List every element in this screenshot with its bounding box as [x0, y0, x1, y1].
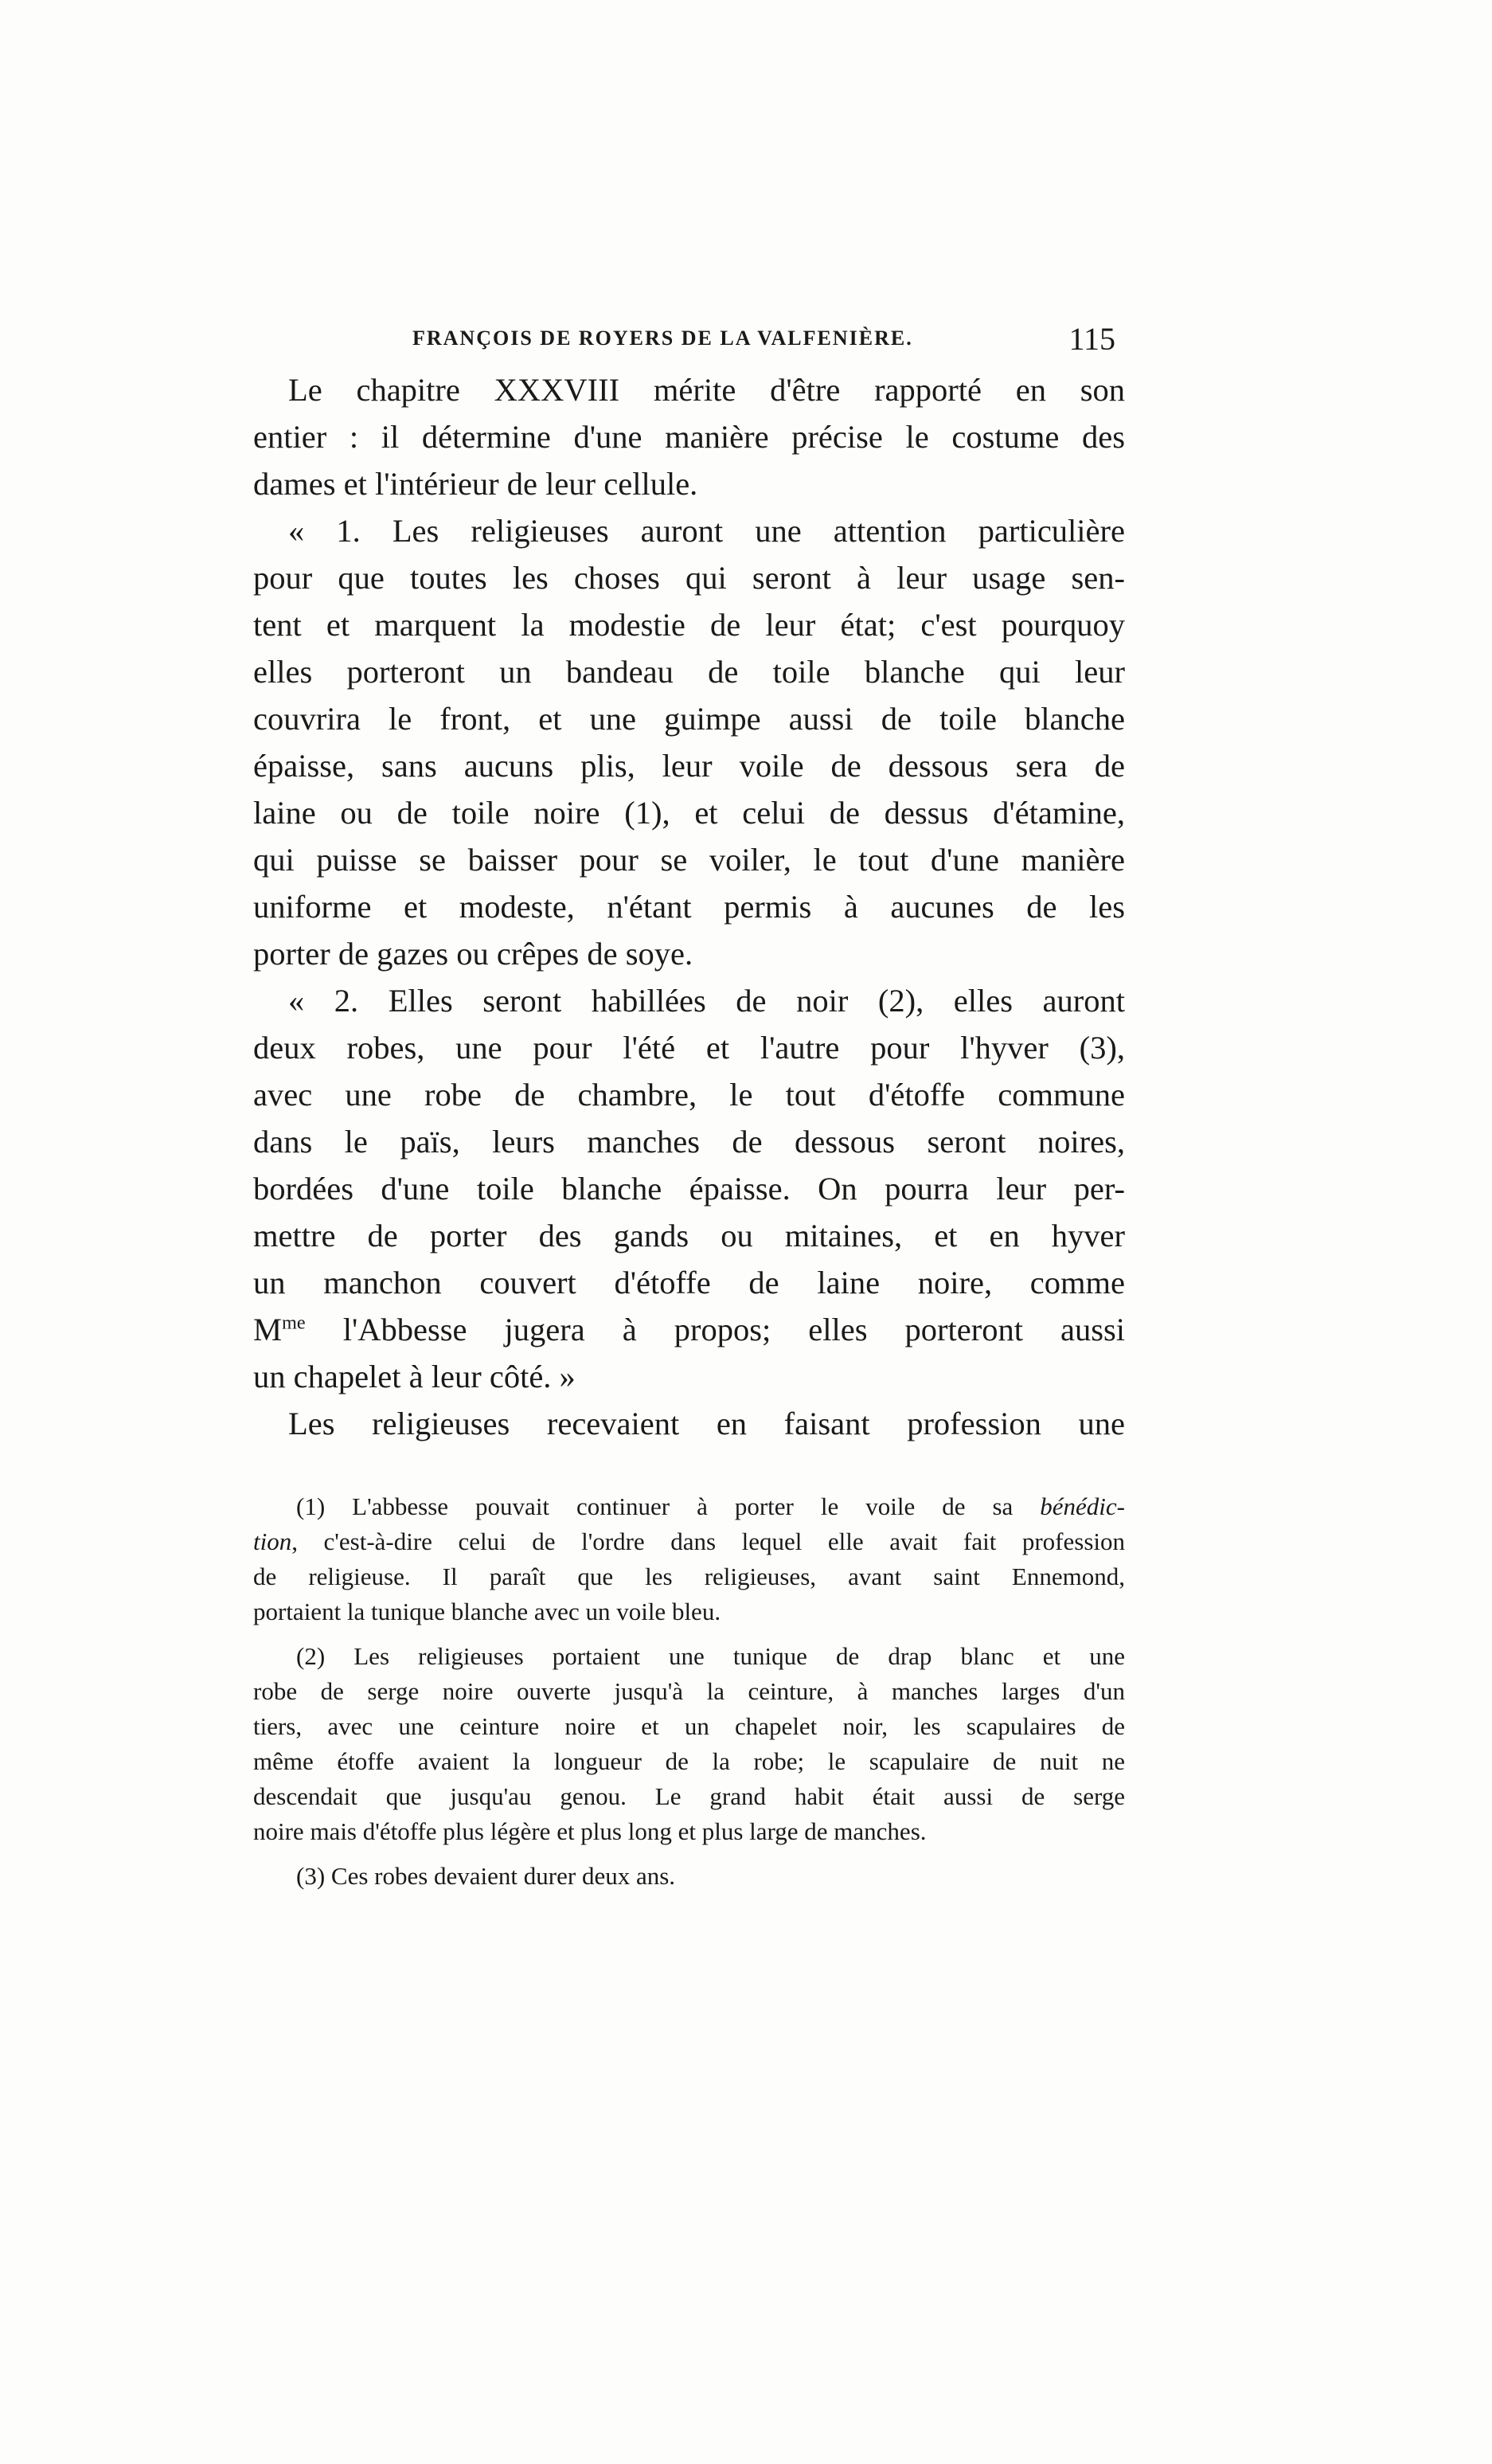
body-line: laine ou de toile noire (1), et celui de dessus d'étamine,: [253, 795, 1125, 831]
body-line: pour que toutes les choses qui seront à leur usage sen-: [253, 560, 1125, 596]
body-line-text: l'Abbesse jugera à propos; elles porteront aussi: [342, 1312, 1126, 1347]
abbreviation: M: [253, 1312, 283, 1347]
footnote-3: [253, 1859, 1125, 1894]
superscript: me: [282, 1312, 306, 1334]
footnote-italic: bénédic-: [1040, 1492, 1125, 1520]
body-line: un manchon couvert d'étoffe de laine noire, comme: [253, 1265, 1125, 1300]
footnote-text: , c'est-à-dire celui de l'ordre dans lequel elle avait fait profession: [291, 1527, 1125, 1555]
running-head: [253, 320, 1125, 368]
page-number: 115: [1068, 321, 1115, 357]
footnote-italic: tion: [253, 1527, 292, 1555]
footnote-line: même étoffe avaient la longueur de la robe; le scapulaire de nuit ne: [253, 1747, 1125, 1775]
footnote-line: tiers, avec une ceinture noire et un chapelet noir, les scapulaires de: [253, 1712, 1125, 1740]
body-line: Le chapitre XXXVIII mérite d'être rapporté en son: [288, 372, 1125, 408]
body-line: bordées d'une toile blanche épaisse. On pourra leur per-: [253, 1171, 1125, 1207]
footnote-line: [253, 1524, 1125, 1559]
body-text: [253, 366, 1125, 1447]
body-line: uniforme et modeste, n'étant permis à aucunes de les: [253, 889, 1125, 925]
body-line: « 2. Elles seront habillées de noir (2), elles auront: [288, 983, 1125, 1019]
body-line: « 1. Les religieuses auront une attention particulière: [288, 513, 1125, 549]
body-line: couvrira le front, et une guimpe aussi de toile blanche: [253, 701, 1125, 737]
footnote-line: noire mais d'étoffe plus légère et plus long et plus large de manches.: [253, 1817, 927, 1845]
body-line: elles porteront un bandeau de toile blanche qui leur: [253, 654, 1125, 690]
footnote-line: de religieuse. Il paraît que les religieuses, avant saint Ennemond,: [253, 1562, 1125, 1590]
running-title: FRANÇOIS DE ROYERS DE LA VALFENIÈRE.: [412, 327, 913, 350]
body-line: Les religieuses recevaient en faisant profession une: [288, 1406, 1125, 1441]
body-line: mettre de porter des gands ou mitaines, et en hyver: [253, 1218, 1125, 1254]
body-line: avec une robe de chambre, le tout d'étoffe commune: [253, 1077, 1125, 1113]
body-line: dans le païs, leurs manches de dessous seront noires,: [253, 1124, 1125, 1160]
body-line: tent et marquent la modestie de leur état; c'est pourquoy: [253, 607, 1125, 643]
body-line: entier : il détermine d'une manière précise le costume des: [253, 419, 1125, 455]
footnote-line: [253, 1489, 1125, 1524]
footnote-line: descendait que jusqu'au genou. Le grand habit était aussi de serge: [253, 1782, 1125, 1810]
footnote-1: [253, 1489, 1125, 1629]
body-line: dames et l'intérieur de leur cellule.: [253, 466, 698, 502]
footnote-line: portaient la tunique blanche avec un voile bleu.: [253, 1598, 721, 1625]
body-line: un chapelet à leur côté. »: [253, 1359, 576, 1394]
footnotes: [253, 1489, 1125, 1903]
body-line: deux robes, une pour l'été et l'autre pour l'hyver (3),: [253, 1030, 1125, 1066]
footnote-text: (1) L'abbesse pouvait continuer à porter le voile de sa: [296, 1492, 1041, 1520]
footnote-line: (2) Les religieuses portaient une tunique de drap blanc et une: [296, 1642, 1125, 1670]
body-line: qui puisse se baisser pour se voiler, le tout d'une manière: [253, 842, 1125, 878]
body-line: [253, 1306, 1125, 1353]
footnote-line: robe de serge noire ouverte jusqu'à la ceinture, à manches larges d'un: [253, 1677, 1125, 1705]
footnote-line: (3) Ces robes devaient durer deux ans.: [296, 1862, 676, 1890]
body-line: épaisse, sans aucuns plis, leur voile de dessous sera de: [253, 748, 1125, 784]
body-line: porter de gazes ou crêpes de soye.: [253, 936, 693, 972]
footnote-2: [253, 1639, 1125, 1849]
